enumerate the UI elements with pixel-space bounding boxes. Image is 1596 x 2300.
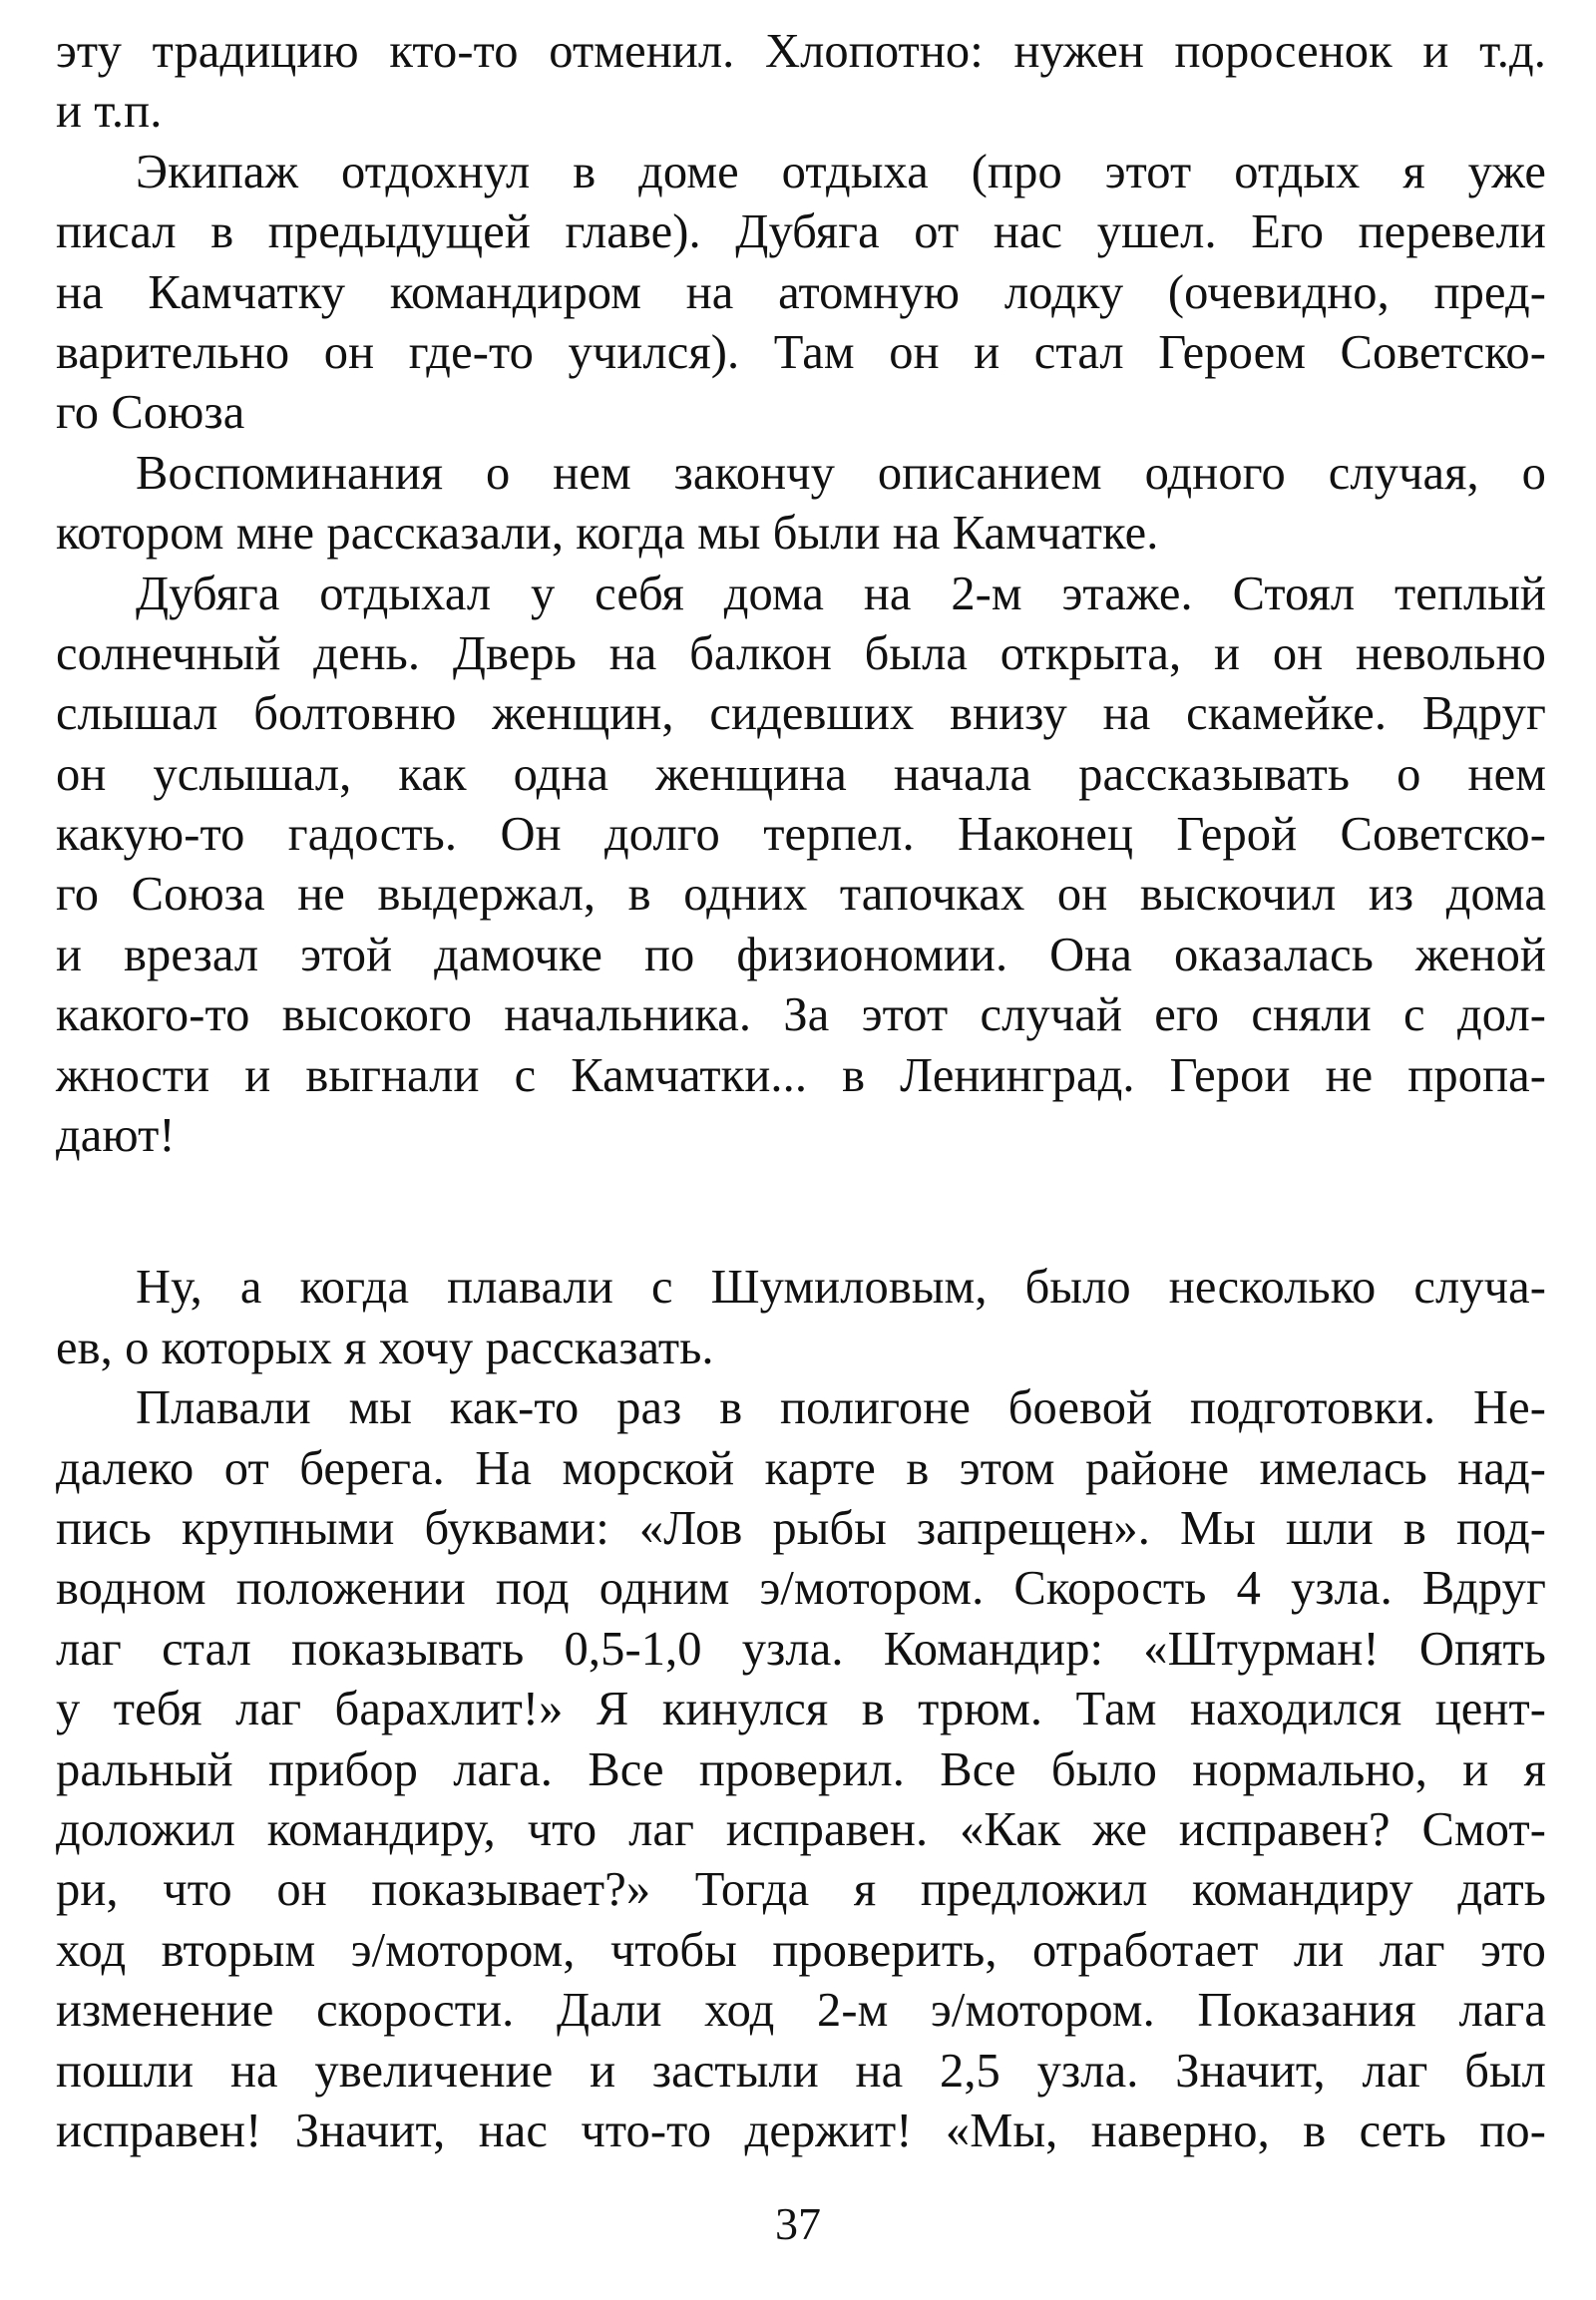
text-line: и врезал этой дамочке по физиономии. Она оказалась женой (56, 928, 1546, 981)
paragraph (56, 444, 1546, 565)
text-line: эту традицию кто-то отменил. Хлопотно: нужен поросенок и т.д. (56, 25, 1546, 78)
text-line: ри, что он показывает?» Тогда я предложил командиру дать (56, 1863, 1546, 1917)
text-line: какого-то высокого начальника. За этот случай его сняли с дол- (56, 988, 1546, 1042)
text-line: далеко от берега. На морской карте в этом районе имелась над- (56, 1441, 1546, 1495)
text-line: жности и выгнали с Камчатки... в Ленинград. Герои не пропа- (56, 1048, 1546, 1102)
text-line: ев, о которых я хочу рассказать. (56, 1321, 714, 1374)
paragraph (56, 1258, 1546, 1378)
text-line: дают! (56, 1109, 176, 1163)
text-line: лаг стал показывать 0,5-1,0 узла. Командир: «Штурман! Опять (56, 1622, 1546, 1676)
text-line: изменение скорости. Дали ход 2-м э/мотором. Показания лага (56, 1984, 1546, 2038)
text-line: пись крупными буквами: «Лов рыбы запрещен». Мы шли в под- (56, 1501, 1546, 1555)
text-line: Плавали мы как-то раз в полигоне боевой подготовки. Не- (136, 1381, 1546, 1435)
page-body (56, 22, 1546, 2161)
text-line: Ну, а когда плавали с Шумиловым, было несколько случа- (136, 1261, 1546, 1315)
text-line: го Союза не выдержал, в одних тапочках он выскочил из дома (56, 868, 1546, 922)
paragraph (56, 143, 1546, 444)
page-number: 37 (775, 2198, 821, 2249)
text-line: доложил командиру, что лаг исправен. «Как же исправен? Смот- (56, 1802, 1546, 1856)
paragraph (56, 22, 1546, 143)
text-line: какую-то гадость. Он долго терпел. Наконец Герой Советско- (56, 808, 1546, 862)
text-line: он услышал, как одна женщина начала рассказывать о нем (56, 747, 1546, 801)
text-line: писал в предыдущей главе). Дубяга от нас ушел. Его перевели (56, 205, 1546, 259)
text-line: Воспоминания о нем закончу описанием одного случая, о (136, 446, 1546, 500)
text-line: котором мне рассказали, когда мы были на Камчатке. (56, 507, 1159, 561)
section-break (56, 1166, 1546, 1258)
text-line: ход вторым э/мотором, чтобы проверить, отработает ли лаг это (56, 1923, 1546, 1977)
text-line: варительно он где-то учился). Там он и стал Героем Советско- (56, 325, 1546, 379)
text-line: у тебя лаг барахлит!» Я кинулся в трюм. Там находился цент- (56, 1683, 1546, 1736)
text-line: ральный прибор лага. Все проверил. Все было нормально, и я (56, 1742, 1546, 1796)
paragraph (56, 565, 1546, 1167)
text-line: исправен! Значит, нас что-то держит! «Мы, наверно, в сеть по- (56, 2104, 1546, 2157)
text-line: слышал болтовню женщин, сидевших внизу на скамейке. Вдруг (56, 687, 1546, 741)
text-line: и т.п. (56, 85, 163, 139)
text-line: го Союза (56, 386, 245, 440)
text-line: Дубяга отдыхал у себя дома на 2-м этаже. Стоял теплый (136, 567, 1546, 620)
text-line: солнечный день. Дверь на балкон была открыта, и он невольно (56, 626, 1546, 680)
paragraph (56, 1378, 1546, 2161)
text-line: Экипаж отдохнул в доме отдыха (про этот отдых я уже (136, 145, 1546, 198)
text-line: на Камчатку командиром на атомную лодку (очевидно, пред- (56, 265, 1546, 319)
text-line: пошли на увеличение и застыли на 2,5 узла. Значит, лаг был (56, 2044, 1546, 2098)
text-line: водном положении под одним э/мотором. Скорость 4 узла. Вдруг (56, 1562, 1546, 1616)
